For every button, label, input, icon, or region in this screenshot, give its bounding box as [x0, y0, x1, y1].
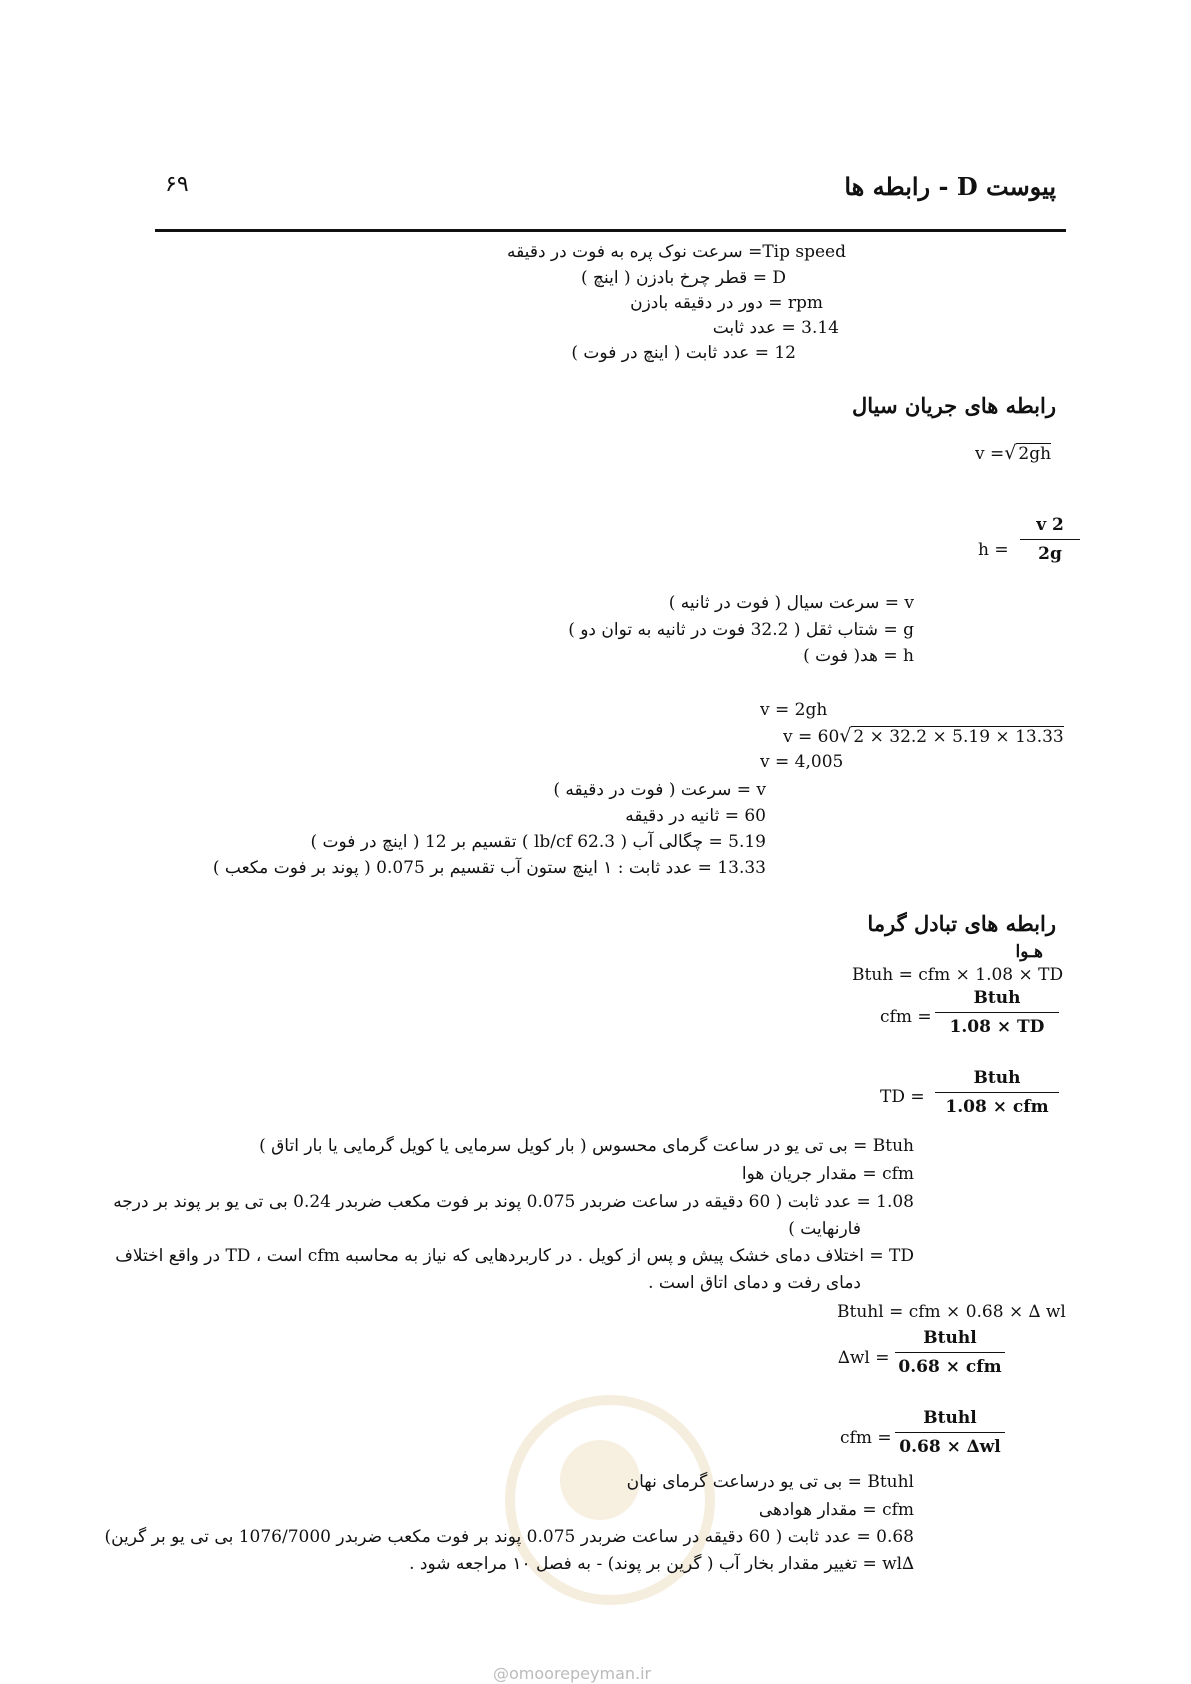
fluid-eq-head-denominator: 2g	[1038, 544, 1062, 564]
heat-def-btuhl: Btuhl = بی تی یو درساعت گرمای نهان	[626, 1472, 914, 1492]
tip-speed-line-3: rpm = دور در دقیقه بادزن	[630, 293, 823, 313]
heat-eq-cfm2-fraction	[895, 1408, 1005, 1457]
heat-eq-dwl-lhs: ∆wl =	[838, 1348, 890, 1368]
heat-eq-btuhl: Btuhl = cfm × 0.68 × ∆ wl	[837, 1302, 1066, 1322]
heat-def-dwl: ∆wl = تغییر مقدار بخار آب ( گرین بر پوند) - به فصل ۱۰ مراجعه شود .	[409, 1554, 914, 1574]
heat-def-068: 0.68 = عدد ثابت ( 60 دقیقه در ساعت ضربدر 0.075 پوند بر فوت مکعب ضربدر 1076/7000 بی تی یو بر گرین)	[104, 1527, 914, 1547]
fluid-key-v: v = سرعت ( فوت در دقیقه )	[553, 780, 766, 800]
heat-def-108: 1.08 = عدد ثابت ( 60 دقیقه در ساعت ضربدر 0.075 پوند بر فوت مکعب ضربدر 0.24 بی تی یو بر پوند بر درجه	[113, 1192, 914, 1212]
fluid-eq-head-fraction	[1020, 515, 1080, 564]
fluid-def-v: v = سرعت سیال ( فوت در ثانیه )	[668, 593, 914, 613]
fluid-def-g: g = شتاب ثقل ( 32.2 فوت در ثانیه به توان دو )	[568, 620, 914, 640]
heat-eq-cfm-fraction	[935, 988, 1059, 1037]
heat-eq-td-numerator: Btuh	[973, 1068, 1021, 1088]
heat-eq-dwl-numerator: Btuhl	[923, 1328, 977, 1348]
heat-def-108-cont: فارنهایت )	[788, 1219, 861, 1239]
heat-def-td-cont: دمای رفت و دمای اتاق است .	[648, 1273, 861, 1293]
fluid-eq-head-numerator: v 2	[1036, 515, 1064, 535]
fluid-calc-line-1: v = 2gh	[760, 700, 828, 720]
fluid-calc-line-2: v = 60√ 2 × 32.2 × 5.19 × 13.33	[783, 725, 1064, 747]
watermark-url: @omoorepeyman.ir	[493, 1664, 652, 1683]
fluid-calc-line-3: v = 4,005	[760, 752, 844, 772]
fluid-calc-line-2-radicand: 2 × 32.2 × 5.19 × 13.33	[853, 727, 1064, 747]
heat-eq-dwl-denominator: 0.68 × cfm	[898, 1357, 1002, 1377]
fluid-key-1333: 13.33 = عدد ثابت : ۱ اینچ ستون آب تقسیم بر 0.075 ( پوند بر فوت مکعب )	[212, 858, 766, 878]
tip-speed-line-1: Tip speed= سرعت نوک پره به فوت در دقیقه	[506, 242, 846, 262]
heat-eq-td-denominator: 1.08 × cfm	[945, 1097, 1049, 1117]
heat-exchange-heading: رابطه های تبادل گرما	[867, 911, 1056, 936]
heat-eq-cfm2-denominator: 0.68 × ∆wl	[899, 1437, 1001, 1457]
fluid-def-h: h = هد( فوت )	[803, 646, 914, 666]
heat-eq-cfm2-numerator: Btuhl	[923, 1408, 977, 1428]
heat-def-cfm2: cfm = مقدار هوادهی	[758, 1500, 914, 1520]
heat-eq-cfm-numerator: Btuh	[973, 988, 1021, 1008]
page-title: پیوست D - رابطه ها	[844, 172, 1056, 201]
heat-eq-btuh: Btuh = cfm × 1.08 × TD	[852, 965, 1064, 985]
tip-speed-line-2: D = قطر چرخ بادزن ( اینچ )	[580, 268, 786, 288]
fluid-key-60: 60 = ثانیه در دقیقه	[625, 806, 766, 826]
heat-air-subheading: هـوا	[1015, 942, 1043, 962]
header-rule	[155, 229, 1066, 232]
fluid-eq-head-lhs: h =	[978, 540, 1009, 560]
fluid-calc-line-2-lhs: v = 60	[783, 727, 840, 747]
heat-def-btuh: Btuh = بی تی یو در ساعت گرمای محسوس ( بار کویل سرمایی یا کویل گرمایی یا بار اتاق )	[259, 1136, 914, 1156]
heat-def-td: TD = اختلاف دمای خشک پیش و پس از کویل . در کاربردهایی که نیاز به محاسبه cfm است ، TD در واقع اختلاف	[115, 1246, 914, 1266]
heat-eq-cfm-lhs: cfm =	[880, 1007, 932, 1027]
heat-eq-td-lhs: TD =	[880, 1087, 925, 1107]
fluid-eq-velocity-radicand: 2gh	[1018, 444, 1052, 464]
page-number: ۶۹	[165, 172, 189, 197]
heat-eq-cfm2-lhs: cfm =	[840, 1428, 892, 1448]
fluid-key-519: 5.19 = چگالی آب ( 62.3 lb/cf ) تقسیم بر 12 ( اینچ در فوت )	[310, 832, 766, 852]
heat-eq-cfm-denominator: 1.08 × TD	[949, 1017, 1045, 1037]
heat-eq-dwl-fraction	[895, 1328, 1005, 1377]
tip-speed-line-4: 3.14 = عدد ثابت	[712, 318, 839, 338]
tip-speed-line-5: 12 = عدد ثابت ( اینچ در فوت )	[571, 343, 796, 363]
fluid-flow-heading: رابطه های جریان سیال	[852, 393, 1056, 418]
fluid-eq-velocity: v =√ 2gh	[975, 442, 1052, 464]
heat-def-cfm: cfm = مقدار جریان هوا	[741, 1164, 914, 1184]
heat-eq-td-fraction	[935, 1068, 1059, 1117]
fluid-eq-velocity-lhs: v =	[975, 444, 1005, 464]
